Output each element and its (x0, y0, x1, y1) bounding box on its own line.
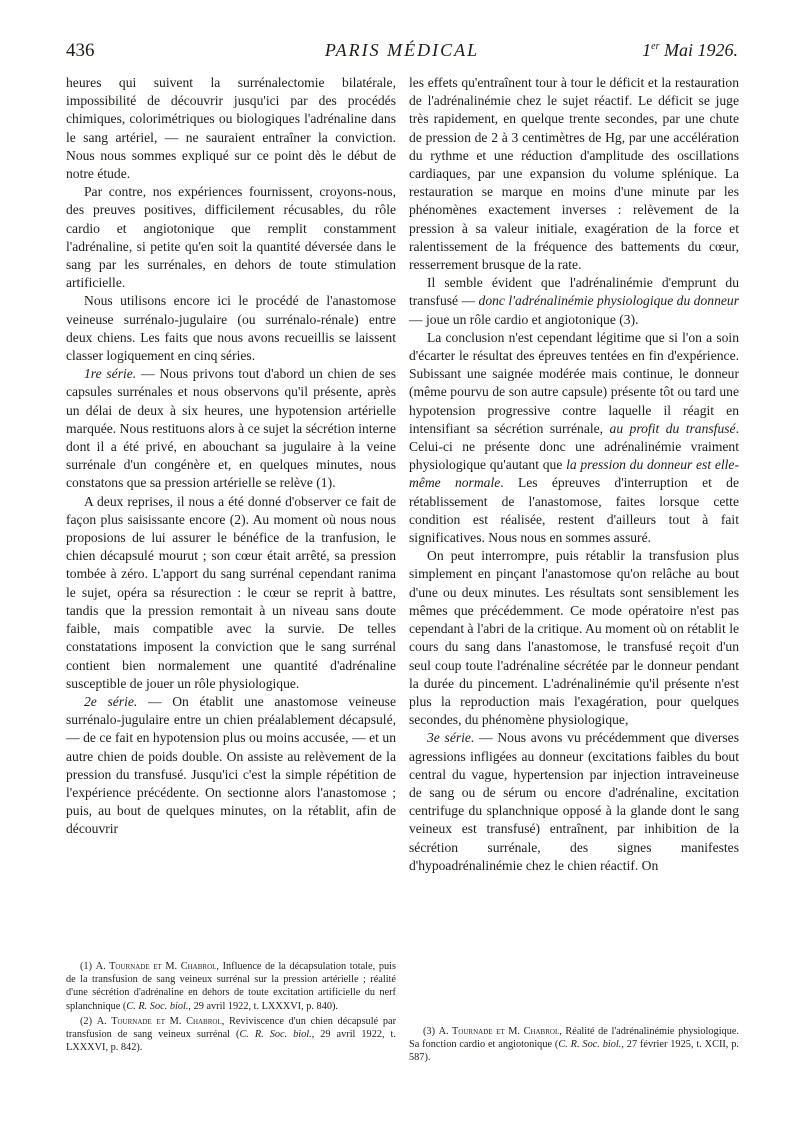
issue-date (642, 40, 738, 61)
footnote-text: , 29 avril 1922, t. LXXXVI, p. 842). (66, 1029, 396, 1054)
footnote-number: (3) (423, 1026, 439, 1037)
paragraph-serie-3 (409, 729, 739, 875)
footnote-text: , 29 avril 1922, t. LXXXVI, p. 840). (188, 1000, 338, 1012)
paragraph-text: Il semble évident que l'adrénalinémie d'emprunt du transfusé — (409, 275, 739, 309)
footnote-number: (1) (80, 961, 96, 972)
emphasis: au profit du transfusé (609, 420, 736, 436)
serie-label: 3e série. (427, 730, 475, 746)
footnote-authors: A. Tournade et M. Chabrol (438, 1026, 560, 1037)
footnote-ref: C. R. Soc. biol. (239, 1029, 312, 1041)
footnote (66, 1015, 396, 1055)
footnote (66, 960, 396, 1013)
footnote-text: , Influence de la décapsulation totale, puis de la transfusion de sang veineux surrénal sur la pression artérielle ; réalité d'une sécrétion d'adrénaline en dehors de toute excitation artificielle du nerf splanchnique ( (66, 961, 396, 1012)
paragraph-text: — Nous privons tout d'abord un chien de ses capsules surrénales et nous observons qu'il présente, après un délai de deux à six heures, une hypotension artérielle marquée. Nous restituons alors à ce sujet la sécrétion interne dont il a été privé, en abouchant sa jugulaire à la veine surrénale d'un congénère et, en quelques minutes, nous constatons que sa pression artérielle se relève (1). (66, 366, 397, 491)
footnote-authors: A. Tournade et M. Chabrol (96, 1015, 222, 1027)
paragraph-serie-1 (66, 365, 396, 492)
paragraph: On peut interrompre, puis rétablir la transfusion plus simplement en pinçant l'anastomose qu'on relâche au bout d'une ou deux minutes. Les résultats sont sensiblement les mêmes que précédemment. Ce mode opératoire n'est pas cependant à l'abri de la critique. Au moment où on rétablit le cours du sang dans l'anastomose, le transfusé reçoit d'un seul coup toute l'adrénaline sécrétée par le donneur pendant la durée du pincement. L'adrénalinémie qu'il présente n'est plus la reproduction mais l'exagération, pour quelques secondes, du phénomène physiologique, (409, 548, 739, 728)
journal-title: PARIS MÉDICAL (324, 40, 480, 60)
paragraph: Nous utilisons encore ici le procédé de l'anastomose veineuse surrénalo-jugulaire (ou surrénalo-rénale) entre deux chiens. Les faits que nous avons recueillis se laissent classer logiquement en cinq séries. (66, 293, 396, 364)
footnote-text: , Réalité de l'adrénalinémie physiologique. Sa fonction cardio et angiotonique ( (409, 1026, 739, 1051)
serie-label: 2e série. (84, 693, 138, 709)
footnotes-left (66, 960, 396, 1056)
emphasis: la pression du donneur est elle-même normale (409, 457, 739, 491)
footnote-authors: A. Tournade et M. Chabrol (95, 961, 217, 972)
right-column (409, 74, 739, 875)
page-header (66, 40, 738, 66)
footnote-number: (2) (80, 1015, 97, 1027)
paragraph-text: . Celui-ci ne présente donc une adrénalinémie vraiment physiologique qu'autant que (409, 420, 739, 473)
issue-date-sup: er (651, 41, 660, 52)
paragraph (409, 274, 739, 329)
issue-date-day: 1 (642, 40, 652, 60)
paragraph: A deux reprises, il nous a été donné d'observer ce fait de façon plus saisissante encore (2). Au moment où nous nous proposions de lui assurer le bénéfice de la tranfusion, le chien décapsulé mourut ; son cœur était arrêté, sa pression tombée à zéro. L'apport du sang surrénal cependant ranima le sujet, opéra sa résurection : le cœur se reprit à battre, tandis que la pression remontait à un niveau sans doute faible, mais compatible avec la survie. De telles constatations imposent la conviction que le sang surrénal contient bien normalement une quantité d'adrénaline susceptible de jouer un rôle physiologique. (66, 493, 396, 691)
footnote (409, 1025, 739, 1065)
left-column (66, 74, 396, 839)
serie-label: 1re série. (84, 366, 137, 382)
paragraph-text: — Nous avons vu précédemment que diverses agressions infligées au donneur (excitations faibles du bout central du vague, hypertension par injection intraveineuse de sang ou de sérum ou encore d'adrénaline, excitation centrifuge du splanchnique opposé à la glande dont le sang veineux est transfusé) entraînent, par inhibition de la sécrétion surrénale, des signes manifestes d'hypoadrénalinémie chez le chien réactif. On (409, 730, 739, 873)
paragraph (409, 329, 739, 547)
emphasis: donc l'adrénalinémie physiologique du donneur (478, 293, 739, 309)
paragraph: les effets qu'entraînent tour à tour le déficit et la restauration de l'adrénalinémie chez le sujet réactif. Le déficit se juge très rapidement, en quelque trente secondes, par une chute de pression de 2 à 3 centimètres de Hg, par une accélération du rythme et une réduction d'amplitude des oscillations cardiaques, par une expansion du volume splénique. La restauration se marque en moins d'une minute par les phénomènes exactement inverses : relèvement de la pression à sa valeur initiale, exagération de la force et ralentissement de la fréquence des battements du cœur, resserrement brusque de la rate. (409, 75, 739, 273)
footnote-text: , 27 février 1925, t. XCII, p. 587). (409, 1039, 739, 1064)
paragraph-text: La conclusion n'est cependant légitime que si l'on a soin d'écarter le résultat des épreuves tentées en fin d'expérience. Subissant une saignée modérée mais continue, le donneur (même pourvu de son autre capsule) présente tôt ou tard une hypotension progressive contre laquelle il réagit en intensifiant sa sécrétion surrénale, (409, 329, 739, 436)
footnote-ref: C. R. Soc. biol. (558, 1039, 622, 1051)
paragraph-serie-2 (66, 693, 396, 839)
footnote-ref: C. R. Soc. biol. (126, 1000, 189, 1012)
paragraph-text: — joue un rôle cardio et angiotonique (3). (409, 311, 639, 327)
issue-date-rest: Mai 1926. (659, 40, 738, 60)
footnote-text: , Reviviscence d'un chien décapsulé par transfusion de sang veineux surrénal ( (66, 1015, 396, 1041)
page-number: 436 (66, 40, 95, 61)
paragraph: Par contre, nos expériences fournissent, croyons-nous, des preuves positives, difficilement récusables, du rôle cardio et angiotonique que remplit constamment l'adrénaline, si petite qu'en soit la quantité déversée dans le sang par les surrénales, en dehors de toute stimulation artificielle. (66, 184, 396, 291)
paragraph: heures qui suivent la surrénalectomie bilatérale, impossibilité de découvrir jusqu'ici par des procédés chimiques, colorimétriques ou biologiques l'adrénaline dans le sang artériel, — ne sauraient entraîner la conviction. Nous nous sommes expliqué sur ce point dès le début de notre étude. (66, 75, 396, 182)
paragraph-text: . Les épreuves d'interruption et de rétablissement de l'anastomose, faites lorsque cette condition est réalisée, restent d'ailleurs tout à fait significatives. Nous nous en sommes assuré. (409, 475, 739, 546)
footnotes-right (409, 1025, 739, 1067)
paragraph-text: — On établit une anastomose veineuse surrénalo-jugulaire entre un chien préalablement décapsulé, — de ce fait en hypotension plus ou moins accusée, — et un autre chien de poids double. On assiste au relèvement de la pression du transfusé. Jusqu'ici c'est la simple répétition de l'expérience précédente. On sectionne alors l'anastomose ; puis, au bout de quelques minutes, on la rétablit, afin de découvrir (66, 693, 396, 837)
